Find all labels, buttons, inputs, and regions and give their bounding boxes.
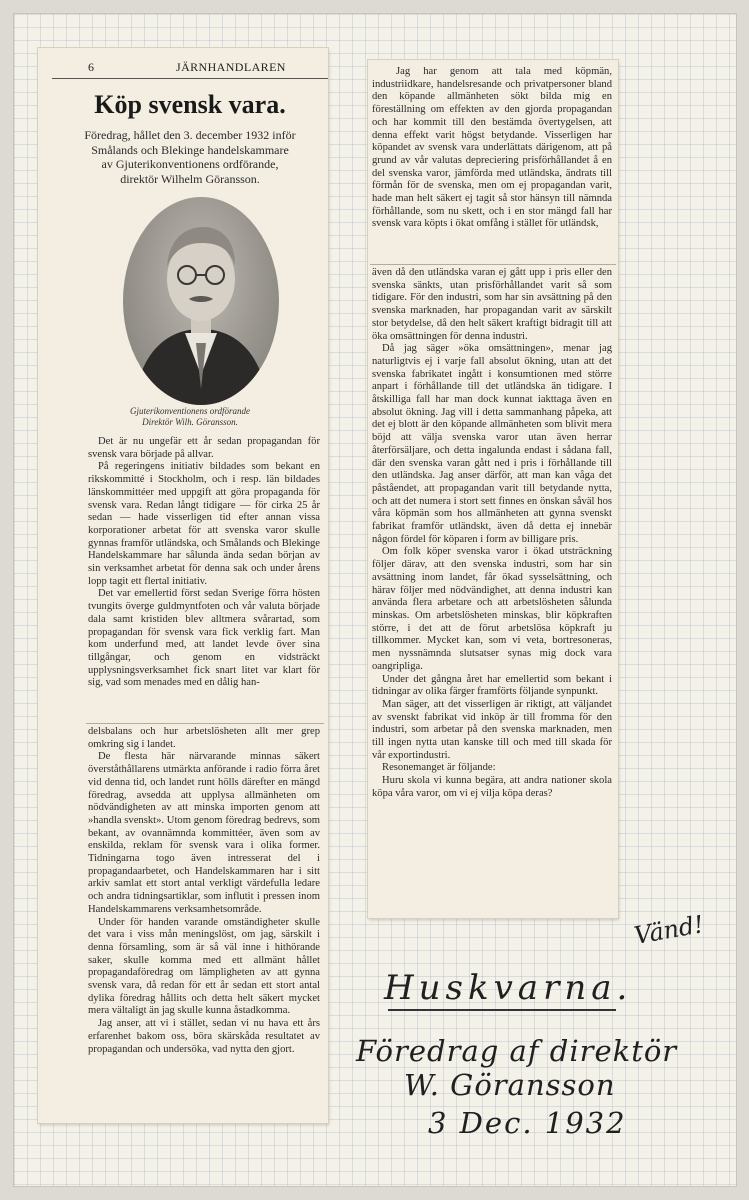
page-header — [52, 58, 328, 79]
paragraph: Om folk köper svenska varor i ökad utsträckning följer därav, att den svenska industri, som har sin avsättning inom landet, får ökad sysselsättning, och härav följer med nödvändighet, att denna industri kan använda flera arbetare och att arbetslösheten sålunda minskas. Om arbetslösheten minskas, blir köpkraften större, i det att de förut arbetslösa köpkraft ju tillkommer. Mycket kan, som vi veta, bortresoneras, men nyssnämnda slutsatser synas mig dock vara oangripliga. — [372, 546, 612, 672]
paragraph: Under det gångna året har emellertid som bekant i tidningar av olika färger framförts följande synpunkt. — [372, 673, 612, 698]
portrait-illustration — [123, 197, 279, 405]
caption-line: Gjuterikonventionens ordförande — [130, 406, 250, 416]
caption-line: Direktör Wilh. Göransson. — [142, 417, 238, 427]
handwritten-underline — [388, 1009, 616, 1011]
column-right-lower — [372, 267, 612, 801]
paragraph: Det är nu ungefär ett år sedan propagandan för svensk vara började på allvar. — [88, 436, 320, 460]
column-left-upper — [88, 436, 320, 690]
subtitle-line: av Gjuterikonventionens ordförande, — [101, 157, 279, 171]
magazine-name: JÄRNHANDLAREN — [176, 60, 286, 74]
paragraph: Huru skola vi kunna begära, att andra nationer skola köpa våra varor, om vi ej vilja köpa deras? — [372, 775, 612, 799]
paragraph: Jag anser, att vi i stället, sedan vi nu hava ett års erfarenhet bakom oss, böra skärskåda resultatet av propagandan och undersöka, vad nytta den gjort. — [88, 1018, 320, 1055]
handwritten-line: Föredrag af direktör — [356, 1034, 678, 1068]
paragraph: delsbalans och hur arbetslösheten allt mer grep omkring sig i landet. — [88, 726, 320, 750]
portrait-caption — [52, 406, 328, 428]
paragraph: Man säger, att det visserligen är riktigt, att väljandet av svenskt fabrikat vid inköp är till fromma för den industri, som arbetar på den svenska marknaden, men till ingen nytta utan kanske till och med till skada för vår exportindustri. — [372, 698, 612, 761]
column-right-upper — [372, 66, 612, 231]
article-subtitle — [52, 128, 328, 186]
paragraph: Under för handen varande omständigheter skulle det vara i viss mån meningslöst, om jag, särskilt i denna församling, som är så väl inne i hithörande saker, skulle komma med ett allmänt hållet propagandaföredrag om lämpligheten av att gynna svensk vara, då redan för ett år sedan ett stort antal dylika föredrag hållits och detta helt säkert mycket mera vältaligt än jag skulle kunna åstadkomma. — [88, 916, 320, 1017]
page-number: 6 — [88, 60, 94, 74]
handwritten-note-vand: Vänd! — [632, 910, 706, 950]
clipping-cut-line — [370, 264, 616, 265]
paragraph: Då jag säger »öka omsättningen», menar jag naturligtvis ej i varje fall absolut ökning, utan att det svenska fabrikatet ingått i konsumtionen med större anpart i förhållande till det utländska än tidigare. I åtskilliga fall har man dock kunnat iakttaga även en absolut ökning. Jag vill i detta sammanhang påpeka, att det ej blott är den köpande allmänheten som blivit mera böjd att välja svenska varor utan även herrar återförsäljare, och detta ingalunda endast i sådana fall, där den svenska varan gått ned i pris i förhållande till den utländska. Jag anser därför, att man kan våga det påståendet, att propagandan varit till betydande nytta, och att det numera i stort sett finnes en önskan såväl hos våra köpmän som hos allmänheten att gynna svenskt fabrikat framför utländskt, även då detta ej innebär någon fördel för köparen i form av billigare pris. — [372, 343, 612, 545]
article-title: Köp svensk vara. — [94, 90, 286, 119]
handwritten-line: W. Göransson — [404, 1068, 616, 1102]
clipping-cut-line — [86, 723, 324, 724]
paragraph: Det var emellertid först sedan Sverige förra hösten tvungits överge guldmyntfoten och vår valuta började dala samt kristiden blev alltmera svårartad, som propagandan för svensk vara fick verklig fart. Man kom underfund med, att landet levde över sina tillgångar, och genom en vidsträckt upplysningsverksamhet fick snart litet var klart för sig, vad som menades med en dålig han- — [88, 588, 320, 689]
handwritten-date: 3 Dec. 1932 — [428, 1106, 627, 1140]
subtitle-line: direktör Wilhelm Göransson. — [120, 171, 260, 186]
subtitle-line: Föredrag, hållet den 3. december 1932 inför — [84, 128, 296, 142]
paragraph: även då den utländska varan ej gått upp i pris eller den svenska sänkts, utan prisförhållandet varit så som tidigare. För den industri, som har sin avsättning på den svenska marknaden, har propagandan varit av särskilt stor betydelse, då den helt säkert kraftigt bidragit till att öka omsättningen för denna industri. — [372, 267, 612, 342]
portrait-photo — [123, 197, 279, 405]
paragraph: Resonemanget är följande: — [382, 762, 496, 774]
subtitle-line: Smålands och Blekinge handelskammare — [91, 142, 289, 157]
handwritten-city: Huskvarna. — [384, 968, 633, 1008]
paragraph: Jag har genom att tala med köpmän, industriidkare, handelsresande och privatpersoner bland den köpande allmänheten sökt bilda mig en föreställning om effekten av den gjorda propagandan och har kommit till den bestämda övertygelsen, att denna effekt varit högst betydande. Visserligen har köpandet av svensk vara underlättats därigenom, att på grund av vår valutas depreciering prisförhållandet å en del svenska varor, jämförda med utländska, ändrats till förmån för de svenska, men om ej propagandan varit, hade man helt säkert ej tagit så stor hänsyn till nämnda förhållande, som nu skett, och i en stor mängd fall har svensk vara köpts i ökat omfång i stället för utländsk, — [372, 66, 612, 230]
paragraph: De flesta här närvarande minnas säkert överståthållarens utmärkta anförande i radio förra året vid denna tid, och landet runt hölls därefter en mängd föredrag, avsedda att upplysa allmänheten om nödvändigheten av att minska importen genom att »handla svenskt». Utom genom föredrag bedrevs, som bekant, av ovannämnda kommittéer, även som av enskilda, reklam för svensk vara i olika former. Tidningarna togo även intresserat del i propagandaarbetet, och Handelskammaren har i sitt arkiv samlat ett stort antal verkligt värdefulla ledare och andra tidningsartiklar, som influtit i pressen inom Handelskammarens verksamhetsområde. — [88, 751, 320, 915]
column-left-lower — [88, 726, 320, 1056]
paragraph: På regeringens initiativ bildades som bekant en rikskommitté i Stockholm, och i resp. län bildades länskommittéer med uppgift att göra propaganda för svensk vara. Redan långt tidigare — för cirka 25 år sedan — hade visserligen tid efter annan vissa korporationer arbetat för att svenska varor skulle gynnas framför utländska, och Smålands och Blekinge Handelskammare har sålunda ända sedan början av sin verksamhet arbetat för denna sak och under årens lopp tagit ett flertal initiativ. — [88, 461, 320, 587]
